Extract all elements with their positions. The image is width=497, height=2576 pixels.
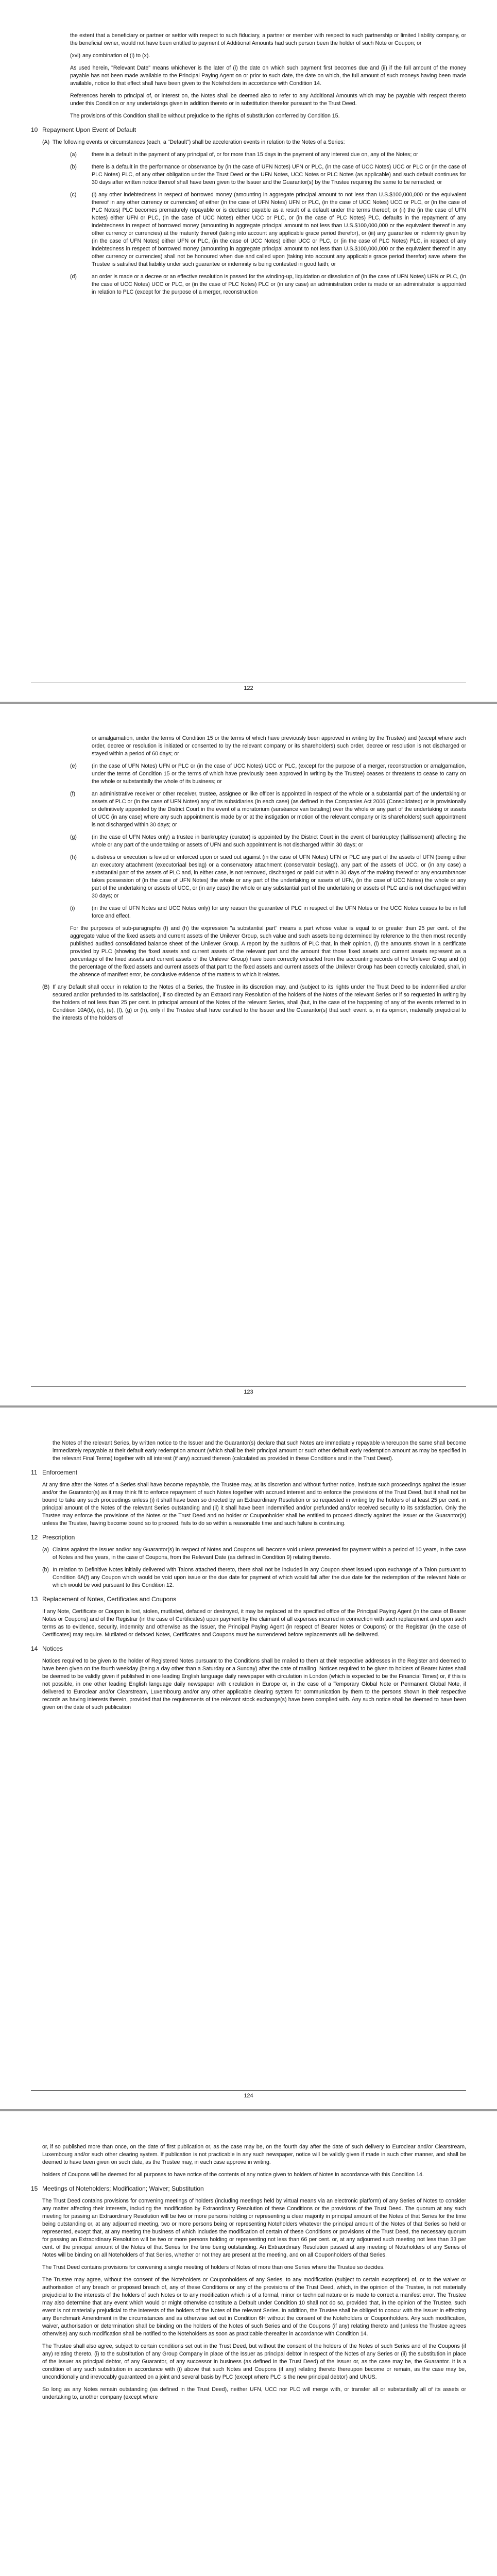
list-text: an administrative receiver or other receiver, trustee, assignee or like officer is appointed in respect of the whole or a substantial part of the undertaking or assets of PLC or (in the case of UFN Notes) any of its subsidiaries (in each case) (as defined in the Companies Act 2006 (Consolidated) or is provisionally or definitively appointed by the District Court in the event of a moratorium (surséance van betaling) over the whole or any part of the undertaking or assets of UCC (in any case) where any such appointment is made by or at the instigation or motion of the relevant company or its shareholders) such appointment is not discharged within 30 days; or [92, 791, 466, 828]
paragraph-replacement: If any Note, Certificate or Coupon is lost, stolen, mutilated, defaced or destroyed, it may be replaced at the specified office of the Principal Paying Agent (in the case of Bearer Notes or Coupons) and of the Registrar (in the case of Certificates) upon payment by the claimant of all expenses incurred in connection with such replacement and upon such terms as to evidence, security, indemnity and otherwise as the Issuer, the Principal Paying Agent (in respect of Bearer Notes or Coupons) or the Registrar (in the case of Certificates) may require. Mutilated or defaced Notes, Certificates and Coupons must be surrendered before replacements will be delivered. [42, 1608, 466, 1638]
paragraph-notices: Notices required to be given to the holder of Registered Notes pursuant to the Conditions shall be mailed to them at their respective addresses in the Register and deemed to have been given on the fourth weekday (being a day other than a Saturday or a Sunday) after the date of mailing. Notices required to be given to holders of Bearer Notes shall be deemed to be validly given if published in one leading English language daily newspaper with circulation in London (which is expected to be the Financial Times) or, if this is not possible, in one other leading English language daily newspaper with circulation in Europe or, in the case of a Temporary Global Note or Permanent Global Note, if delivered to Euroclear and/or Clearstream, Luxembourg and/or any other applicable clearing system for communication by them to the persons shown in their respective records as having interests therein, provided that the requirements of the relevant stock exchange(s) have been complied with. Any such notice shall be deemed to have been given on the date of such publication [42, 1658, 466, 1710]
section-heading-12 [31, 1534, 466, 1541]
list-text: (in the case of UFN Notes) UFN or PLC or (in the case of UCC Notes) UCC or PLC, (except for the purpose of a merger, reconstruction or amalgamation, under the terms of Condition 15 or the terms of which have previously been approved in writing by the Trustee) ceases or threatens to cease to carry on the whole or substantially the whole of its business; or [92, 763, 466, 785]
subsection-a [31, 139, 466, 146]
page-122 [0, 0, 497, 702]
list-item-f [31, 790, 466, 829]
list-label: (c) [70, 192, 77, 198]
list-label: (g) [70, 834, 77, 840]
list-text: there is a default in the performance or observance by (in the case of UFN Notes) UFN or PLC, (in the case of UCC Notes) UCC or PLC or (in the case of PLC Notes) PLC, of any other obligation under the Trust Deed or the UFN Notes, UCC Notes or PLC Notes (as applicable) and such default continues for 30 days after written notice thereof shall have been given to the Issuer and the Guarantor(s) by the Trustee requiring the same to be remedied; or [92, 164, 466, 185]
section-heading-15 [31, 2185, 466, 2193]
page-122-content [31, 32, 466, 301]
section-number: 13 [31, 1596, 38, 1603]
paragraph-holders-coupons: holders of Coupons will be deemed for all purposes to have notice of the contents of any notice given to holders of Notes in accordance with this Condition 14. [42, 2172, 424, 2178]
list-label: (b) [42, 1567, 49, 1573]
list-item-d [31, 273, 466, 296]
paragraph-provisions: The provisions of this Condition shall be without prejudice to the rights of substitution conferred by Condition 15. [70, 113, 340, 119]
page-number: 122 [244, 685, 253, 691]
subsection-label: (A) [42, 139, 50, 145]
prescription-b [31, 1566, 466, 1589]
paragraph-enforcement: At any time after the Notes of a Series shall have become repayable, the Trustee may, at its discretion and without further notice, institute such proceedings against the Issuer and/or the Guarantor(s) as it may think fit to enforce repayment of such Notes together with accrued interest and to enforce the provisions of the Trust Deed, but it shall not be bound to take any such proceedings unless (i) it shall have been so directed by an Extraordinary Resolution or so requested in writing by the holders of at least 25 per cent. in principal amount of the Notes of the relevant Series outstanding and (ii) it shall have been indemnified and/or prefunded and/or received security to its satisfaction. Only the Trustee may enforce the provisions of the Notes or the Trust Deed and no holder or Couponholder shall be entitled to proceed directly against the Issuer or the Guarantor(s) unless the Trustee, having become bound so to proceed, fails to do so within a reasonable time and such failure is continuing. [42, 1482, 466, 1527]
list-text: (in the case of UFN Notes and UCC Notes only) for any reason the guarantee of PLC in respect of the UFN Notes or the UCC Notes ceases to be in full force and effect. [92, 905, 466, 919]
list-item-e [31, 762, 466, 786]
page-number: 123 [244, 1389, 253, 1395]
list-text: Claims against the Issuer and/or any Guarantor(s) in respect of Notes and Coupons will become void unless presented for payment within a period of 10 years, in the case of Notes and five years, in the case of Coupons, from the Relevant Date (as defined in Condition 9) relating thereto. [53, 1547, 466, 1561]
page-123 [0, 704, 497, 1405]
paragraph-xv-continuation: the extent that a beneficiary or partner or settlor with respect to such fiduciary, a partner or member with respect to such partnership or limited liability company, or the beneficial owner, would not have been entitled to payment of Additional Amounts had such person been the holder of such Note or Coupon; or [70, 32, 466, 46]
section-title: Repayment Upon Event of Default [42, 126, 136, 133]
footer-rule [31, 2090, 466, 2091]
section-number: 12 [31, 1534, 38, 1541]
page-123-content [31, 735, 466, 1027]
list-item-i [31, 905, 466, 920]
page-125-content [31, 2143, 466, 2406]
section-title: Prescription [42, 1534, 75, 1541]
section-number: 14 [31, 1645, 38, 1652]
paragraph-single-meeting: The Trust Deed contains provisions for convening a single meeting of holders of Notes of more than one Series where the Trustee so decides. [42, 2264, 385, 2270]
list-item-h [31, 854, 466, 900]
list-label: (xvi) [70, 53, 81, 59]
list-item-a [31, 151, 466, 159]
paragraph-notices-continuation: or, if so published more than once, on the date of first publication or, as the case may be, on the fourth day after the date of such delivery to Euroclear and/or Clearstream, Luxembourg and/or such other clearing system. If publication is not practicable in any such newspaper, notice will be validly given if made in such other manner, and shall be deemed to have been given on such date, as the Trustee may, in each case approve in writing. [42, 2144, 466, 2165]
list-text: an order is made or a decree or an effective resolution is passed for the winding-up, liquidation or dissolution of (in the case of UFN Notes) UFN or PLC, (in the case of UCC Notes) UCC or PLC, or (in the case of PLC Notes) PLC or (in any case) an administration order is made or an administrator is appointed in relation to PLC (except for the purpose of a merger, reconstruction [92, 274, 466, 295]
subsection-b [31, 984, 466, 1022]
prescription-a [31, 1546, 466, 1562]
list-label: (a) [42, 1547, 49, 1553]
page-number: 124 [244, 2093, 253, 2099]
paragraph-b-continuation: the Notes of the relevant Series, by written notice to the Issuer and the Guarantor(s) declare that such Notes are immediately repayable whereupon the same shall become immediately repayable at their default early redemption amount (which shall be their principal amount or such other default early redemption amount as may be specified in the relevant Final Terms) together with all interest (if any) accrued thereon (calculated as provided in these Conditions and in the Trust Deed). [53, 1440, 466, 1462]
list-item-xvi [31, 52, 466, 60]
list-text: (i) any other indebtedness in respect of borrowed money (amounting in aggregate principal amount to not less than U.S.$100,000,000 or the equivalent thereof in any other currency or currencies) of either (in the case of UFN Notes) UFN or PLC, (in the case of UCC Notes) UCC or PLC, or (in the case of PLC Notes) PLC becomes prematurely repayable or is declared payable as a result of a default under the terms thereof; or (ii) the (in the case of UFN Notes) either UFN or PLC, (in the case of UCC Notes) either UCC or PLC, or (in the case of PLC Notes) PLC, defaults in the repayment of any indebtedness in respect of borrowed money (amounting in aggregate principal amount to not less than U.S.$100,000,000 or the equivalent thereof in any other currency or currencies) at the maturity thereof (taking into account any applicable grace period therefor), or (iii) any guarantee or indemnity given by (in the case of UFN Notes) either UFN or PLC, (in the case of UCC Notes) either UCC or PLC, or (in the case of PLC Notes) PLC, in respect of any indebtedness in respect of borrowed money (amounting in aggregate principal amount to not less than U.S.$100,000,000 or the equivalent thereof in any other currency or currencies) shall not be honoured when due and called upon (taking into account any applicable grace period therefor) save where the Trustee is satisfied that liability under such guarantee or indemnity is being contested in good faith; or [92, 192, 466, 267]
subsection-label: (B) [42, 984, 50, 990]
paragraph-substantial-part: For the purposes of sub-paragraphs (f) and (h) the expression "a substantial part" means a part whose value is equal to or greater than 25 per cent. of the aggregate value of the fixed assets and current assets of the Unilever Group, such value and such assets being determined by reference to the then most recently published audited consolidated balance sheet of the Unilever Group. A report by the auditors of PLC that, in their opinion, (i) the amounts shown in a certificate provided by PLC (showing the fixed assets and current assets of the relevant part and the amount that those fixed assets and current assets represent as a percentage of the fixed assets and current assets of the Unilever Group) have been correctly extracted from the accounting records of the Unilever Group and (ii) the percentage of the fixed assets and current assets of that part to the fixed assets and current assets of the Unilever Group has been correctly calculated, shall, in the absence of manifest error, be conclusive evidence of the matters to which it relates. [70, 925, 466, 978]
page-124 [0, 1408, 497, 2109]
section-heading-14 [31, 1645, 466, 1653]
list-item-g [31, 834, 466, 849]
section-number: 11 [31, 1469, 38, 1476]
list-text: any combination of (i) to (x). [82, 53, 150, 59]
list-text: (in the case of UFN Notes only) a trustee in bankruptcy (curator) is appointed by the District Court in the event of bankruptcy (faillissement) affecting the whole or any part of the undertaking or assets of UFN and such appointment is not discharged within 30 days; or [92, 834, 466, 848]
section-number: 10 [31, 126, 38, 133]
paragraph-meetings: The Trust Deed contains provisions for convening meetings of holders (including meetings held by virtual means via an electronic platform) of any Series of Notes to consider any matter affecting their interests, including the modification by Extraordinary Resolution of these Conditions or the provisions of the Trust Deed. The quorum at any such meeting for passing an Extraordinary Resolution will be two or more persons holding or representing a clear majority in principal amount of the Notes of that Series for the time being outstanding or, at any adjourned meeting, two or more persons being or representing Noteholders whatever the principal amount of the Notes of that Series so held or represented, except that, at any meeting the business of which includes the modification of certain of these Conditions or provisions of the Trust Deed, the necessary quorum for passing an Extraordinary Resolution will be two or more persons holding or representing not less than 66 per cent. or, at any adjourned such meeting not less than 33 per cent. of the principal amount of the Notes of that Series for the time being outstanding. An Extraordinary Resolution passed at any meeting of Noteholders of any Series of Notes will be binding on all Noteholders of that Series, whether or not they are present at the meeting, and on all Couponholders of that Series. [42, 2198, 466, 2258]
paragraph-trustee-may-agree: The Trustee may agree, without the consent of the Noteholders or Couponholders of any Series, to any modification (subject to certain exceptions) of, or to the waiver or authorisation of any breach or proposed breach of, any of these Conditions or any of the provisions of the Trust Deed, which, in the opinion of the Trustee, is not materially prejudicial to the interests of the holders of such Notes or to any modification which is of a formal, minor or technical nature or is made to correct a manifest error. The Trustee may also determine that any event which would or might otherwise constitute a Default under Condition 10 shall not do so, provided that, in the opinion of the Trustee, such event is not materially prejudicial to the interests of the holders of the Notes of the relevant Series. In addition, the Trustee shall be obliged to concur with the Issuer in effecting any Benchmark Amendment in the circumstances and as otherwise set out in Condition 6H without the consent of the Noteholders or Couponholders. Any such modification, waiver, authorisation or determination shall be binding on the holders of the Notes of such Series and of the Coupons (if any) relating thereto and (unless the Trustee agrees otherwise) any such modification shall be notified to the Noteholders as soon as practicable thereafter in accordance with Condition 14. [42, 2277, 466, 2337]
list-label: (i) [70, 905, 75, 911]
subsection-text: If any Default shall occur in relation to the Notes of a Series, the Trustee in its discretion may, and (subject to its rights under the Trust Deed to be indemnified and/or secured and/or prefunded to its satisfaction), if so directed by an Extraordinary Resolution of the holders of the Notes of the relevant Series or if so requested in writing by the holders of not less than 25 per cent. in principal amount of the Notes of the relevant Series, shall (but, in the case of the happening of any of the events referred to in Condition 10A(b), (c), (e), (f), (g) or (h), only if the Trustee shall have certified to the Issuer and the Guarantor(s) that such event is, in its opinion, materially prejudicial to the interests of the holders of [53, 984, 466, 1021]
section-heading-10 [31, 126, 466, 134]
page-125 [0, 2111, 497, 2576]
list-item-b [31, 163, 466, 187]
paragraph-relevant-date: As used herein, "Relevant Date" means whichever is the later of (i) the date on which such payment first becomes due and (ii) if the full amount of the money payable has not been made available to the Principal Paying Agent on or prior to such date, the date on which, the full amount of such moneys having been made available, notice to that effect shall have been given to the Noteholders in accordance with Condition 14. [70, 65, 466, 87]
paragraph-d-continuation: or amalgamation, under the terms of Condition 15 or the terms of which have previously been approved in writing by the Trustee) and (except where such order, decree or resolution is initiated or consented to by the relevant company or its shareholders) such order, decree or resolution is not discharged or stayed within a period of 60 days; or [92, 735, 466, 757]
section-heading-11 [31, 1469, 466, 1477]
list-label: (e) [70, 763, 77, 769]
list-label: (d) [70, 274, 77, 280]
footer-rule [31, 1386, 466, 1387]
section-title: Notices [42, 1645, 63, 1652]
subsection-text: The following events or circumstances (each, a "Default") shall be acceleration events in relation to the Notes of a Series: [53, 139, 345, 145]
list-label: (a) [70, 151, 77, 158]
section-title: Enforcement [42, 1469, 78, 1476]
section-title: Replacement of Notes, Certificates and Coupons [42, 1596, 177, 1603]
page-124-content [31, 1439, 466, 1716]
list-text: In relation to Definitive Notes initially delivered with Talons attached thereto, there shall not be included in any Coupon sheet issued upon exchange of a Talon pursuant to Condition 6A(f) any Coupon which would be void upon issue or the due date for payment of which would fall after the due date for the redemption of the relevant Note or which would be void pursuant to this Condition 12. [53, 1567, 466, 1588]
paragraph-so-long: So long as any Notes remain outstanding (as defined in the Trust Deed), neither UFN, UCC nor PLC will merge with, or transfer all or substantially all of its assets or undertaking to, another company (except where [42, 2386, 466, 2400]
list-text: there is a default in the payment of any principal of, or for more than 15 days in the payment of any interest due on, any of the Notes; or [92, 151, 418, 158]
paragraph-substitution: The Trustee shall also agree, subject to certain conditions set out in the Trust Deed, but without the consent of the holders of the Notes of such Series and of the Coupons (if any) relating thereto, (i) to the substitution of any Group Company in place of the Issuer as principal debtor in respect of the Notes of any Series or (ii) the substitution in place of the Issuer as principal debtor, of any Guarantor, of any successor in business (as defined in the Trust Deed) of the Issuer or, as the case may be, the Guarantor. It is a condition of any such substitution in accordance with (i) above that such Notes and Coupons (if any) relating thereto thereupon become or remain, as the case may be, unconditionally and irrevocably guaranteed on a joint and several basis by PLC (except where PLC is the new principal debtor) and UNUS. [42, 2343, 466, 2380]
list-item-c [31, 191, 466, 268]
list-label: (h) [70, 854, 77, 860]
list-label: (f) [70, 791, 75, 797]
list-label: (b) [70, 164, 77, 170]
paragraph-references: References herein to principal of, or interest on, the Notes shall be deemed also to refer to any Additional Amounts which may be payable with respect thereto under this Condition or any undertakings given in addition thereto or in substitution therefor pursuant to the Trust Deed. [70, 93, 466, 107]
list-text: a distress or execution is levied or enforced upon or sued out against (in the case of UFN Notes) UFN or PLC any part of the assets of UFN (being either an executory attachment (executoriaal beslag) or a conservatory attachment (conservatoir beslag)), any part of the assets of UCC, or (in any case) a substantial part of the assets of PLC and, in either case, is not removed, discharged or paid out within 30 days of the making thereof or any encumbrancer takes possession of (in the case of UFN Notes) the whole or any part of the undertaking or assets of UFN, (in the case of UCC Notes) the whole or any part of the undertaking or assets of UCC, or (in any case) the whole or any substantial part of the undertaking or assets of PLC and is not discharged within 30 days; or [92, 854, 466, 899]
section-title: Meetings of Noteholders; Modification; Waiver; Substitution [42, 2185, 204, 2192]
section-heading-13 [31, 1596, 466, 1603]
section-number: 15 [31, 2185, 38, 2192]
